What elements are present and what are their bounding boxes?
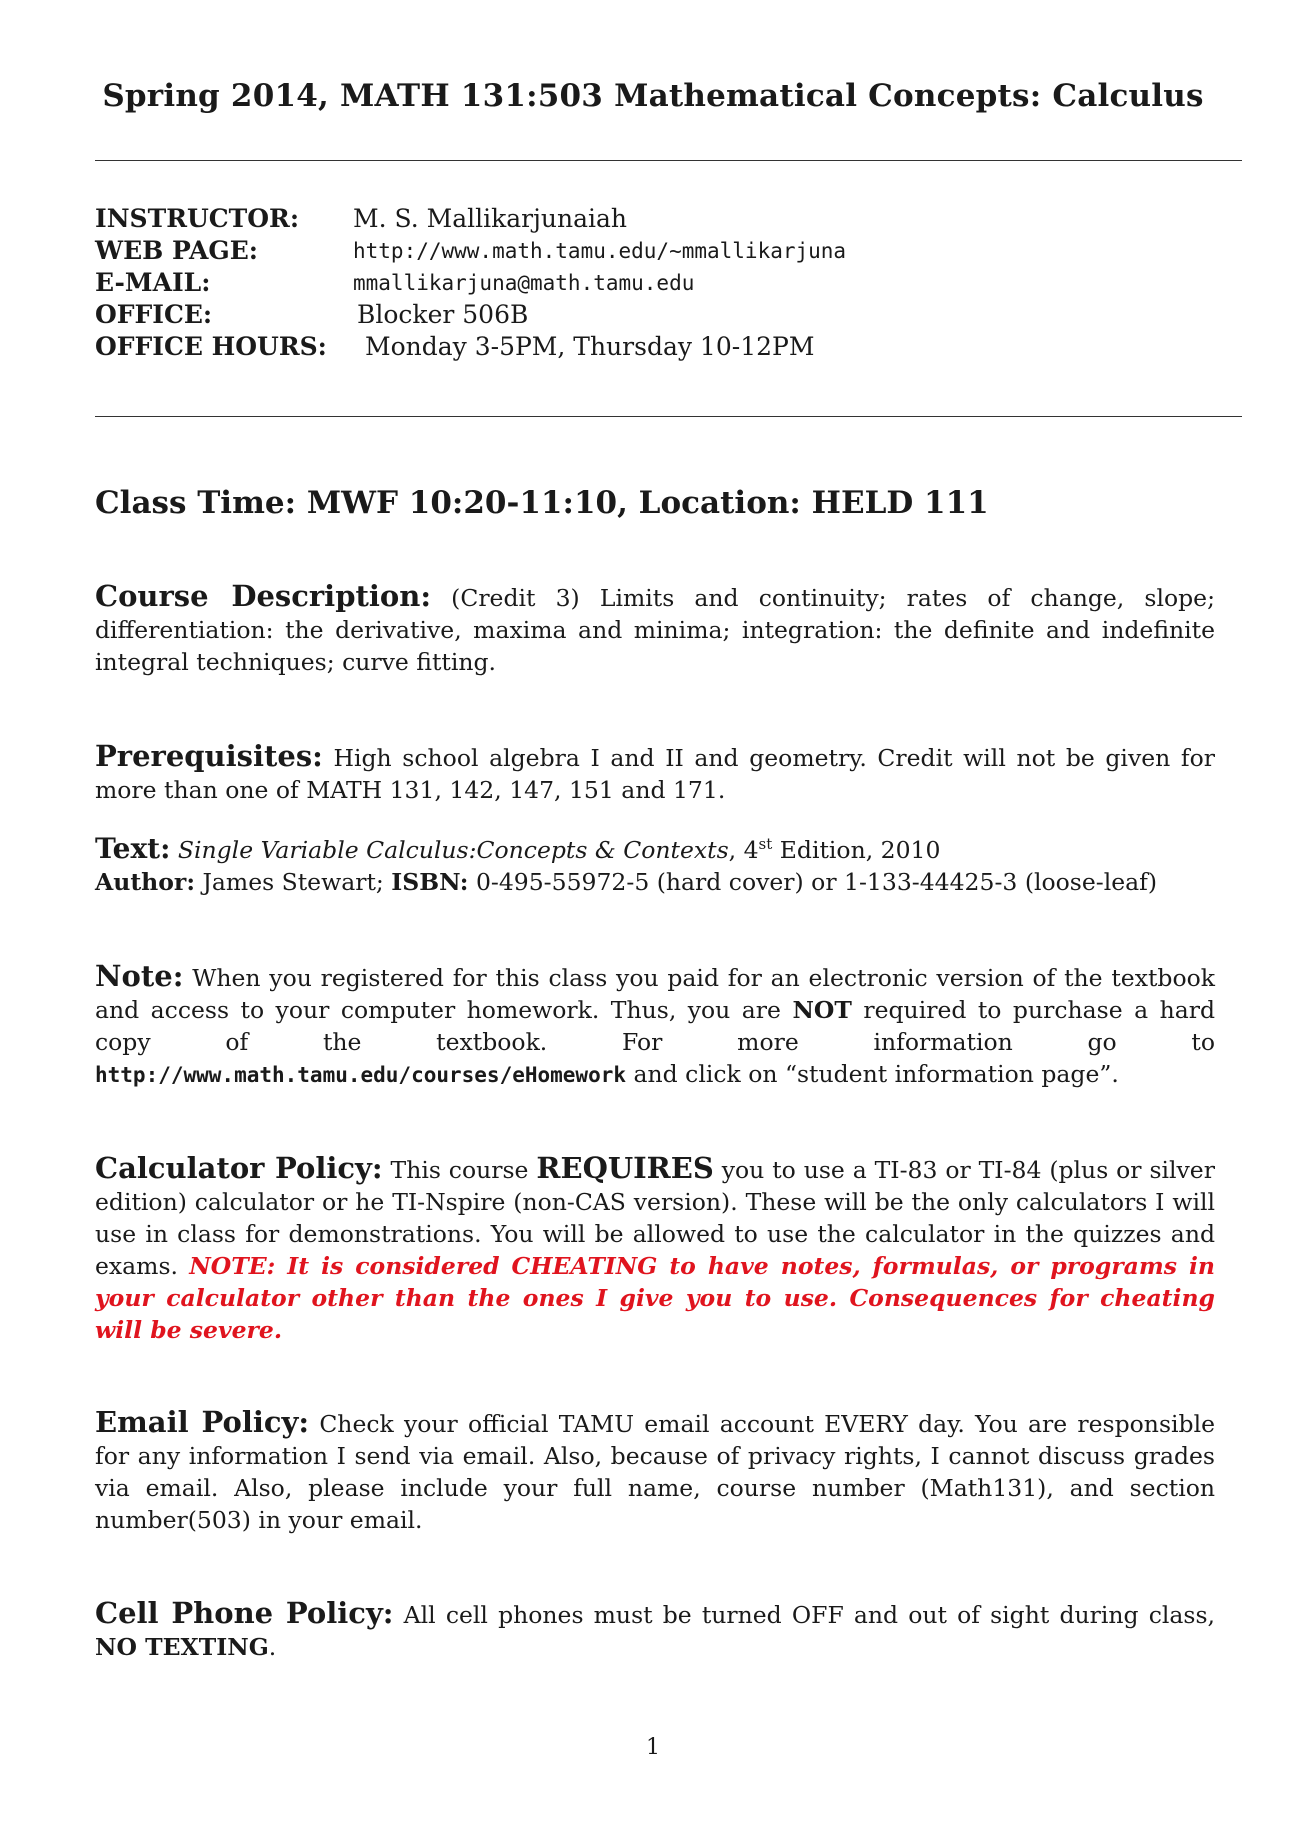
office-value: Blocker 506B (357, 300, 529, 329)
instructor-label: INSTRUCTOR: (95, 204, 300, 233)
info-divider (95, 416, 1242, 417)
instructor-name: M. S. Mallikarjunaiah (353, 204, 627, 233)
page-number: 1 (646, 1735, 660, 1760)
textbook-edition-sup: st (758, 835, 773, 854)
note-text-2: required to purchase a hard copy of the textbook. For more information go to (95, 996, 1215, 1056)
webpage-row (95, 236, 1095, 268)
no-texting: NO TEXTING (95, 1633, 269, 1661)
author-line (95, 866, 1215, 898)
top-divider (95, 160, 1242, 161)
textbook-title: Single Variable Calculus:Concepts & Contexts (177, 836, 729, 864)
textbook-line (95, 833, 1215, 866)
note (95, 960, 1215, 1091)
course-description-text: (Credit 3) Limits and continuity; rates of change, slope; differentiation: the derivative, maxima and minima; integration: the definite and indefinite integral techniques; curve fitting. (95, 584, 1215, 676)
note-text-3: and click on “student information page”. (633, 1060, 1119, 1088)
cell-phone-policy-text: All cell phones must be turned OFF and out of sight during class, (403, 1601, 1215, 1629)
course-description-heading: Course Description: (95, 579, 432, 613)
isbn-value: 0-495-55972-5 (hard cover) or 1-133-44425-3 (loose-leaf) (475, 868, 1158, 896)
email-policy (95, 1406, 1215, 1536)
webpage-label: WEB PAGE: (95, 236, 258, 265)
prerequisites-heading: Prerequisites: (95, 739, 323, 773)
office-row (95, 300, 1095, 332)
class-time: Class Time: MWF 10:20-11:10, Location: HELD 111 (95, 485, 989, 521)
prerequisites-text: High school algebra I and II and geometry. Credit will not be given for more than one of MATH 131, 142, 147, 151 and 171. (95, 744, 1215, 804)
note-text-1: When you registered for this class you paid for an electronic version of the textbook and access to your computer homework. Thus, you are (95, 964, 1215, 1024)
email-link[interactable]: mmallikarjuna@math.tamu.edu (353, 271, 695, 295)
cell-phone-policy-heading: Cell Phone Policy: (95, 1596, 394, 1630)
office-label: OFFICE: (95, 300, 213, 329)
calculator-policy-heading: Calculator Policy: (95, 1151, 383, 1185)
office-hours-label: OFFICE HOURS: (95, 332, 327, 361)
email-policy-heading: Email Policy: (95, 1405, 310, 1439)
note-heading: Note: (95, 959, 184, 993)
author-name: James Stewart; (202, 868, 384, 896)
calculator-policy-text-2: you to use a TI-83 or TI-84 (plus or silver edition) calculator or he TI-Nspire (non-CAS version). These will be the only calculators I will use in class for demonstrations. You will be allowed to use the calculator in the quizzes and exams. (95, 1156, 1215, 1280)
document-title: Spring 2014, MATH 131:503 Mathematical Concepts: Calculus (102, 78, 1204, 114)
ehomework-link[interactable]: http://www.math.tamu.edu/courses/eHomework (95, 1063, 627, 1087)
textbook (95, 833, 1215, 898)
textbook-heading: Text: (95, 832, 171, 865)
calculator-policy-text-1: This course (390, 1156, 529, 1184)
cell-phone-policy-end: . (268, 1633, 277, 1661)
instructor-row (95, 204, 1095, 236)
cheating-warning: NOTE: It is considered CHEATING to have notes, formulas, or programs in your calculator other than the ones I give you to use. Consequences for cheating will be severe. (95, 1252, 1215, 1344)
office-hours-value: Monday 3-5PM, Thursday 10-12PM (365, 332, 815, 361)
calculator-policy (95, 1152, 1215, 1346)
webpage-link[interactable]: http://www.math.tamu.edu/~mmallikarjuna (353, 239, 847, 263)
course-description (95, 580, 1215, 678)
author-label: Author: (95, 868, 195, 896)
textbook-edition-num: , 4 (728, 836, 759, 864)
email-policy-text: Check your official TAMU email account EVERY day. You are responsible for any information I send via email. Also, because of privacy rights, I cannot discuss grades via email. Also, please include your full name, course number (Math131), and section number(503) in your email. (95, 1410, 1215, 1534)
prerequisites (95, 740, 1215, 806)
textbook-edition-rest: Edition, 2010 (772, 836, 941, 864)
isbn-label: ISBN: (391, 868, 469, 896)
note-not: NOT (792, 996, 852, 1024)
email-row (95, 268, 1095, 300)
cell-phone-policy (95, 1597, 1215, 1663)
calculator-requires: REQUIRES (536, 1151, 714, 1185)
email-label: E-MAIL: (95, 268, 211, 297)
office-hours-row (95, 332, 1095, 364)
